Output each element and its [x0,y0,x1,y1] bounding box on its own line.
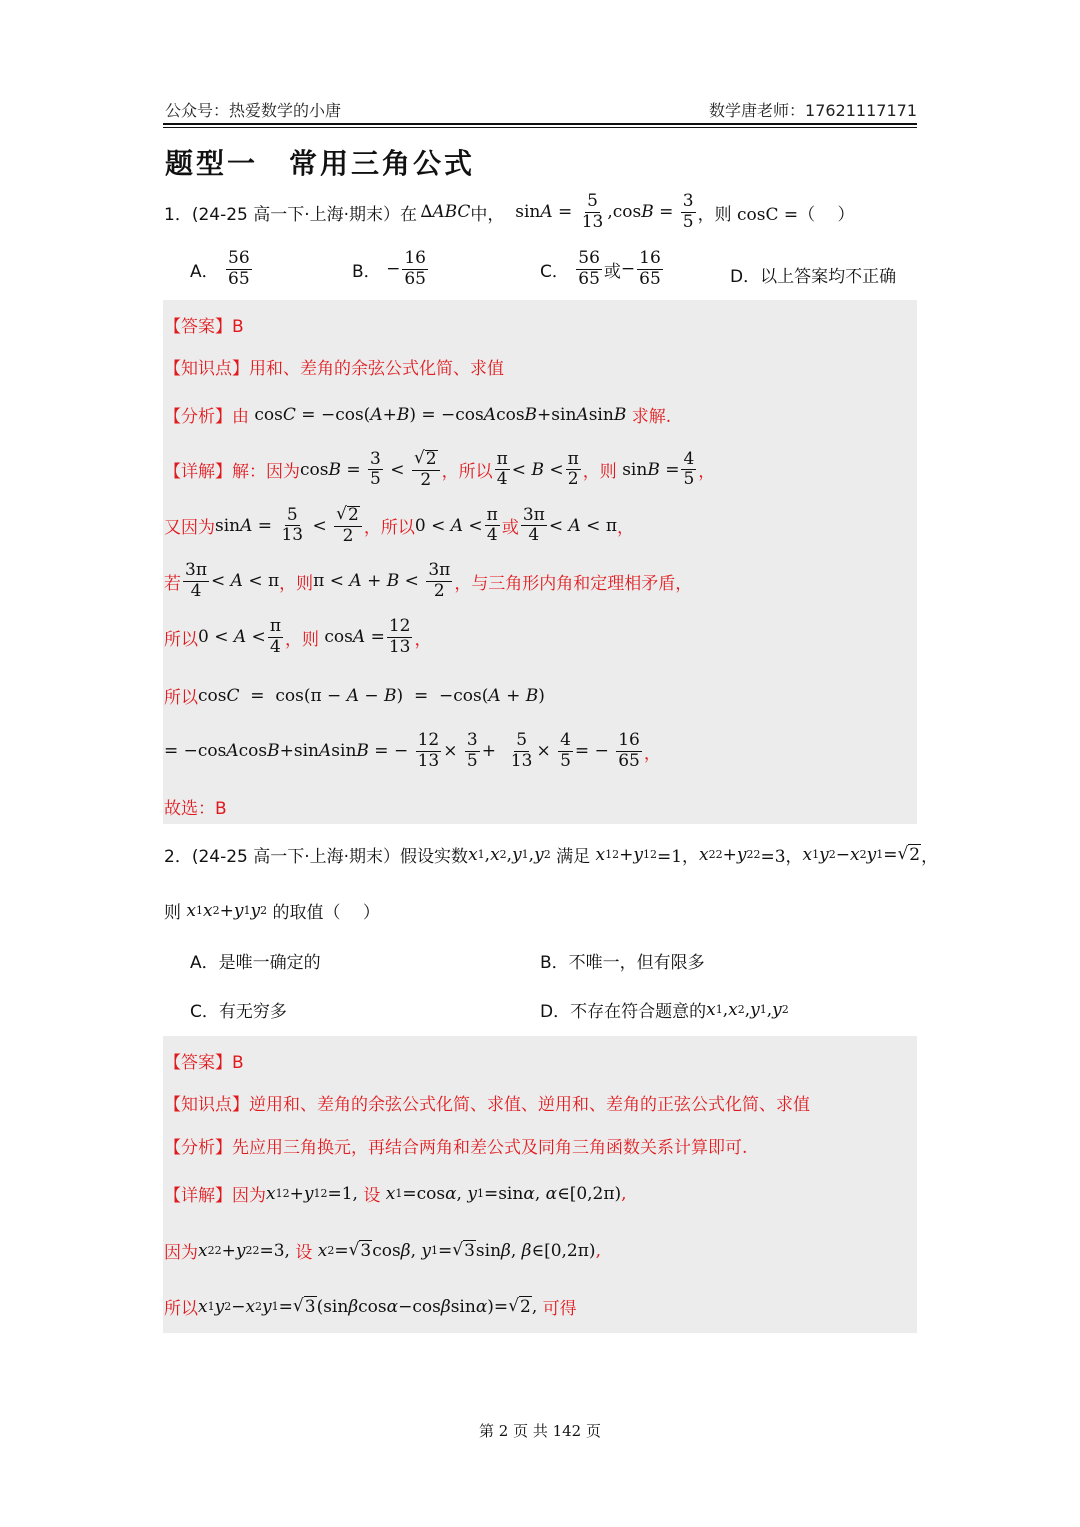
page-footer: 第 2 页 共 142 页 [478,1422,601,1440]
q2-option-d: D．不存在符合题意的 x 1 , x 2 , y 1 , y 2 [540,999,789,1022]
header-right: 数学唐老师：17621117171 [709,101,917,120]
q1-option-d: D．以上答案均不正确 [730,267,897,287]
q2-stem-line2: 则 x 1 x 2 + y 1 y 2 的取值（ ） [164,900,380,923]
q2-stem: 2．(24-25 高一下·上海·期末）假设实数 x 1 , x 2 , y 1 , y 2 满足 x 1 2 + y 1 2 =1， x 2 2 + y 2 2 =3， x 1 y 2 − x 2 y 1 = √ 2 ， [164,844,939,867]
q1-option-b: B． − $\frac{16}{65}$ [352,248,426,289]
q1-detail-line5: 所以 cos C = cos(π − A − B ) = −cos( A + B ) [164,685,545,708]
q2-analysis: 【分析】先应用三角换元，再结合两角和差公式及同角三角函数关系计算即可. [164,1138,748,1158]
q2-answer: 【答案】B [164,1053,244,1073]
q1-detail-line4: 所以 0 < A < $\frac{\pi}{4}$ ，则 cos A = $\frac{12}{13}$ ， [164,616,432,657]
q1-knowledge: 【知识点】用和、差角的余弦公式化简、求值 [164,359,504,379]
q1-option-a: A． $\frac{56}{65}$ [190,248,250,289]
q2-option-b: B．不唯一，但有限多 [540,953,705,973]
q1-analysis: 【分析】 由 cos C = −cos( A + B ) = −cos A cos B +sin A sin B 求解. [164,404,672,427]
q1-final: 故选：B [164,799,227,819]
q1-detail-line2: 又因为 sin A = $\frac{5}{13}$ < √ 2 2 ， 所以 0 < A < $\frac{\pi}{4}$ 或 $\frac{3\pi}{4}$ < A < π ， [164,504,635,546]
q2-option-c: C．有无穷多 [190,1002,287,1022]
q2-detail-line1: 【详解】 因为 x 1 2 + y 1 2 =1, 设 x 1 =cos α , y 1 =sin α , α ∈[0,2π) , [164,1183,627,1206]
header-rule-thin [163,127,917,128]
header-rule [163,123,917,125]
q2-option-a: A．是唯一确定的 [190,953,321,973]
q1-detail-line3: 若 $\frac{3\pi}{4}$ < A < π ， 则 π < A + B < $\frac{3\pi}{2}$ ， 与三角形内角和定理相矛盾， [164,560,693,601]
q1-option-c: C． $\frac{56}{65}$ 或 − $\frac{16}{65}$ [540,248,661,289]
q2-detail-line2: 因为 x 2 2 + y 2 2 =3, 设 x 2 = √ 3 cos β , y 1 = √ 3 sin β , β ∈[0,2π) , [164,1240,601,1263]
q2-detail-line3: 所以 x 1 y 2 − x 2 y 1 = √ 3 (sin β cos α −cos β sin α )= √ 2 , 可得 [164,1296,577,1319]
q2-knowledge: 【知识点】逆用和、差角的余弦公式化简、求值、逆用和、差角的正弦公式化简、求值 [164,1095,810,1115]
q1-detail-line6: = −cos A cos B +sin A sin B = − $\frac{12}{13}$ × $\frac{3}{5}$ + $\frac{5}{13}$ × $\frac{4}{5}$ = − $\frac{16}{65}$ ， [164,730,661,771]
header-left: 公众号：热爱数学的小唐 [165,101,342,120]
q1-stem: 1．(24-25 高一下·上海·期末）在 ∆ ABC 中， sin A = $\frac{5}{13}$ ,cos B = $\frac{3}{5}$ ，则 cosC =（ ） [164,191,855,232]
section-title: 题型一 常用三角公式 [165,147,476,180]
q1-answer: 【答案】B [164,317,244,337]
q1-detail-line1: 【详解】 解：因为 cos B = $\frac{3}{5}$ < √ 2 2 ， 所以 $\frac{\pi}{4}$ < B < $\frac{\pi}{2}$ ， 则 sin B = $\frac{4}{5}$ ， [164,448,716,490]
